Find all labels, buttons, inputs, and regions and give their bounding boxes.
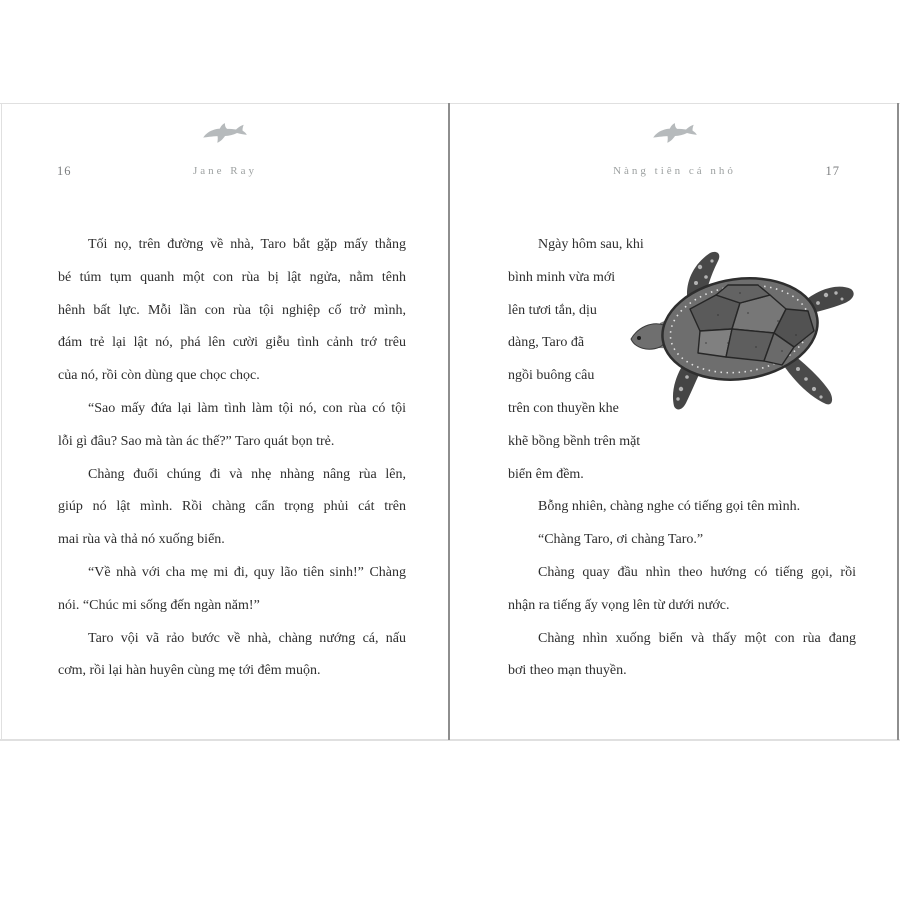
text-line: Chàng nhìn xuống biển và thấy một con rùa đang <box>538 630 856 646</box>
text-line: trên con thuyền khe <box>508 400 619 416</box>
text-line: khẽ bồng bềnh trên mặt <box>508 433 641 449</box>
text-line: lỗi gì đâu? Sao mà tàn ác thế?” Taro quát bọn trẻ. <box>58 433 335 449</box>
text-line: Ngày hôm sau, khi <box>538 237 644 252</box>
text-column <box>508 229 856 688</box>
text-line: “Chàng Taro, ơi chàng Taro.” <box>538 532 704 548</box>
spread-border-right <box>897 103 899 740</box>
text-line: Chàng quay đầu nhìn theo hướng có tiếng gọi, rồi <box>538 564 856 580</box>
text-line: của nó, rồi còn dùng que chọc chọc. <box>58 368 260 384</box>
text-line: Tối nọ, trên đường về nhà, Taro bắt gặp mấy thằng <box>88 237 406 252</box>
text-line: Bỗng nhiên, chàng nghe có tiếng gọi tên mình. <box>538 499 801 515</box>
page-number: 16 <box>57 164 72 178</box>
text-line: Chàng đuổi chúng đi và nhẹ nhàng nâng rùa lên, <box>88 466 406 482</box>
text-line: đám trẻ lại lật nó, phá lên cười giễu tình cảnh trớ trêu <box>58 335 406 351</box>
text-column <box>58 229 406 688</box>
text-line: dàng, Taro đã <box>508 335 585 351</box>
dolphin-icon <box>201 121 249 148</box>
text-line: nhận ra tiếng ấy vọng lên từ dưới nước. <box>508 597 730 613</box>
running-head-author: Jane Ray <box>192 165 257 177</box>
text-line: lên tươi tắn, dịu <box>508 302 597 318</box>
text-line: cơm, rồi lại hàn huyên cùng mẹ tới đêm muộn. <box>58 663 321 679</box>
text-line: ngồi buông câu <box>508 368 595 384</box>
text-line: mai rùa và thả nó xuống biển. <box>58 532 225 548</box>
text-line: nói. “Chúc mi sống đến ngàn năm!” <box>58 597 260 613</box>
page-number: 17 <box>825 164 840 178</box>
dolphin-icon <box>651 121 699 148</box>
text-line: “Sao mấy đứa lại làm tình làm tội nó, con rùa có tội <box>88 400 406 416</box>
text-line: bé túm tụm quanh một con rùa bị lật ngửa, nằm tênh <box>58 269 406 285</box>
text-line: Taro vội vã rảo bước về nhà, chàng nướng cá, nấu <box>88 630 406 646</box>
text-line: biển êm đềm. <box>508 466 584 482</box>
page-gutter-divider <box>448 103 450 740</box>
text-line: “Về nhà với cha mẹ mi đi, quy lão tiên sinh!” Chàng <box>88 564 406 580</box>
text-line: giúp nó lật mình. Rồi chàng cẩn trọng phủi cát trên <box>58 499 406 515</box>
text-line: bình minh vừa mới <box>508 269 616 285</box>
text-line: bơi theo mạn thuyền. <box>508 663 627 679</box>
page-16 <box>2 103 448 740</box>
running-head-title: Nàng tiên cá nhỏ <box>613 165 736 177</box>
page-17 <box>452 103 897 740</box>
text-line: hênh bất lực. Mỗi lần con rùa tội nghiệp cố trở mình, <box>58 302 406 318</box>
